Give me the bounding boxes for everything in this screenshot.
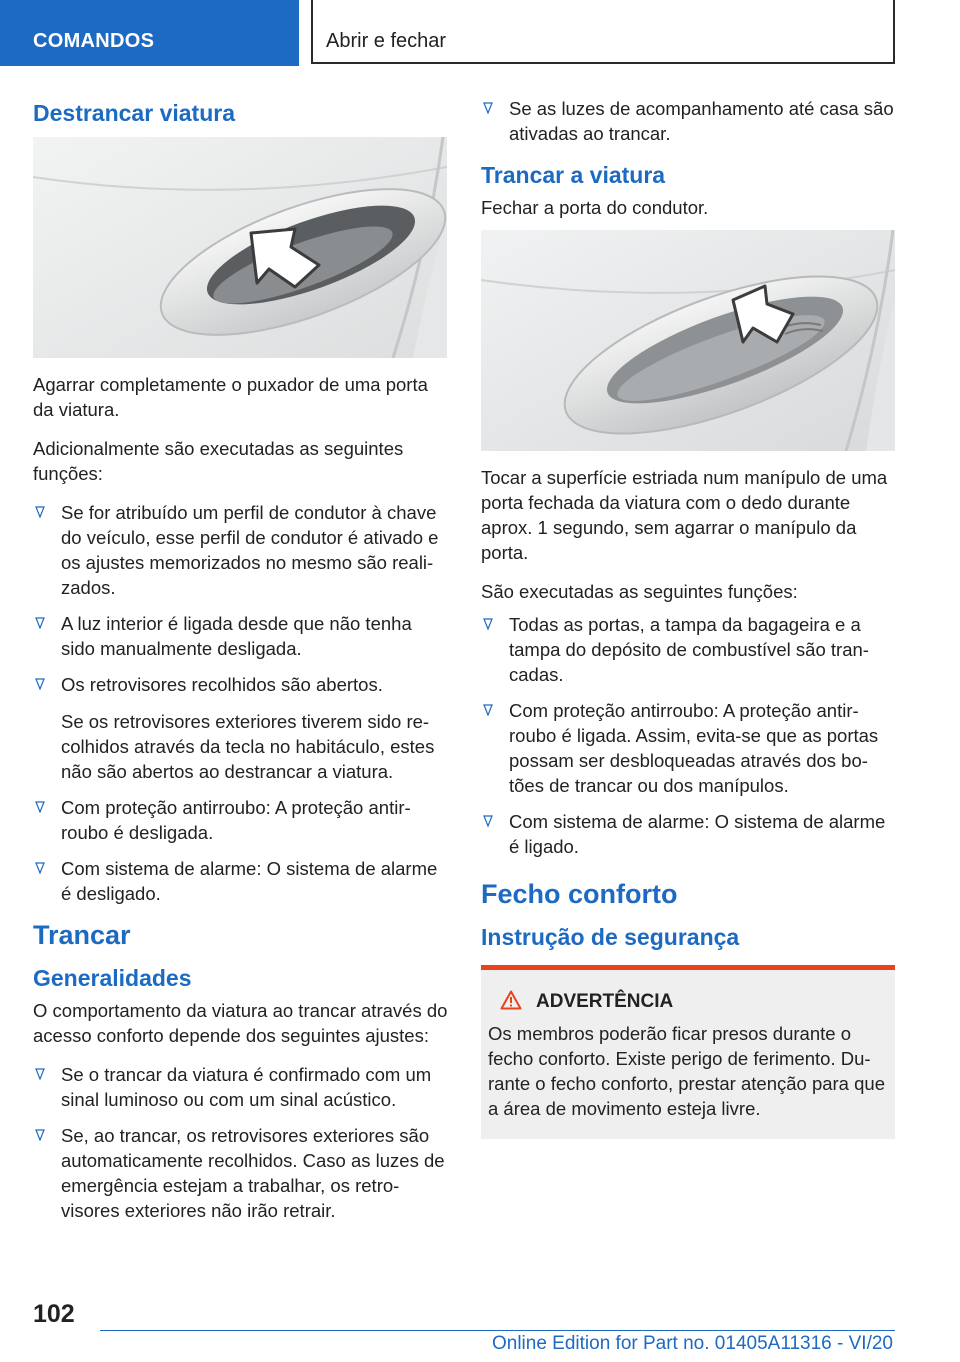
section-tab: COMANDOS [0,0,299,66]
list-item [33,672,448,784]
list-item [33,1123,448,1223]
list-item-text: Com sistema de alarme: O sistema de alarme é ligado. [509,811,886,857]
list-item-text: Se for atribuído um perfil de condutor à chave do veículo, esse perfil de condutor é ativado e os ajustes memorizados no mesmo são realizados. [61,502,439,598]
triangle-bullet-icon [35,801,45,813]
list-item [33,1062,448,1112]
list-item-text: Os retrovisores recolhidos são abertos. [61,674,383,695]
unlock-functions-intro: Adicionalmente são executadas as seguintes funções: [33,438,404,484]
lock-settings-list [33,1062,448,1223]
list-item [481,809,895,859]
warning-title-row [488,990,887,1013]
edition-footer: Online Edition for Part no. 01405A11316 - VI/20 [491,1333,893,1354]
triangle-bullet-icon [483,102,493,114]
list-item [481,96,895,146]
unlock-title: Destrancar viatura [33,100,235,126]
mirror-note: Se os retrovisores exteriores tiverem sido recolhidos através da tecla no habitáculo, estes não são abertos ao destrancar a viatura. [61,711,435,782]
warning-title: ADVERTÊNCIA [536,991,674,1012]
list-item-text: Com proteção antirroubo: A proteção antirroubo é ligada. Assim, evita-se que as portas possam ser desbloqueadas através dos botões de trancar ou dos manípulos. [509,700,879,796]
list-item [481,698,895,798]
list-item-text: Todas as portas, a tampa da bagageira e a tampa do depósito de combustível são trancadas. [509,614,869,685]
door-handle-unlock-image [33,137,447,358]
list-item [33,795,448,845]
triangle-bullet-icon [35,1129,45,1141]
left-column [33,96,448,1235]
list-item-text: Se as luzes de acompanhamento até casa são ativadas ao trancar. [509,98,894,144]
warning-box [481,965,895,1139]
footer-divider [100,1330,895,1331]
warning-triangle-icon [500,990,522,1010]
lock-heading: Trancar [33,920,131,950]
touch-instruction: Tocar a superfície estriada num manípulo de uma porta fechada da viatura com o dedo durante aprox. 1 segundo, sem agarrar o manípulo da porta. [481,467,888,563]
comfort-closing-heading: Fecho conforto [481,879,678,909]
list-item-text: Com proteção antirroubo: A proteção antirroubo é desligada. [61,797,411,843]
close-driver-door-text: Fechar a porta do condutor. [481,197,709,218]
triangle-bullet-icon [483,704,493,716]
triangle-bullet-icon [35,678,45,690]
comfort-access-intro: O comportamento da viatura ao trancar através do acesso conforto depende dos seguintes ajustes: [33,1000,448,1046]
lock-functions-intro: São executadas as seguintes funções: [481,581,798,602]
warning-text: Os membros poderão ficar presos durante o fecho conforto. Existe perigo de ferimento. Durante o fecho conforto, prestar atenção para que a área de movimento esteja livre. [488,1023,885,1119]
page-header [0,0,960,66]
list-item [33,856,448,906]
triangle-bullet-icon [35,506,45,518]
list-item-text: Com sistema de alarme: O sistema de alarme é desligado. [61,858,438,904]
unlock-functions-list [33,500,448,906]
list-item [33,500,448,600]
right-column [481,96,895,1139]
lock-vehicle-title: Trancar a viatura [481,162,666,188]
list-item-text: A luz interior é ligada desde que não tenha sido manualmente desligada. [61,613,412,659]
triangle-bullet-icon [483,618,493,630]
safety-instruction-title: Instrução de segurança [481,924,740,950]
chapter-title: Abrir e fechar [311,0,895,64]
list-item-text: Se, ao trancar, os retrovisores exteriores são automaticamente recolhidos. Caso as luzes de emergência estejam a trabalhar, os retrovisores exteriores não irão retrair. [61,1125,445,1221]
triangle-bullet-icon [35,1068,45,1080]
door-handle-lock-image [481,230,895,451]
page-number: 102 [33,1300,75,1328]
unlock-instruction: Agarrar completamente o puxador de uma porta da viatura. [33,374,428,420]
general-title: Generalidades [33,965,192,991]
list-item [481,612,895,687]
list-item-text: Se o trancar da viatura é confirmado com um sinal luminoso ou com um sinal acústico. [61,1064,432,1110]
triangle-bullet-icon [35,617,45,629]
list-item [33,611,448,661]
triangle-bullet-icon [483,815,493,827]
lock-settings-list-cont [481,96,895,146]
triangle-bullet-icon [35,862,45,874]
lock-functions-list [481,612,895,859]
